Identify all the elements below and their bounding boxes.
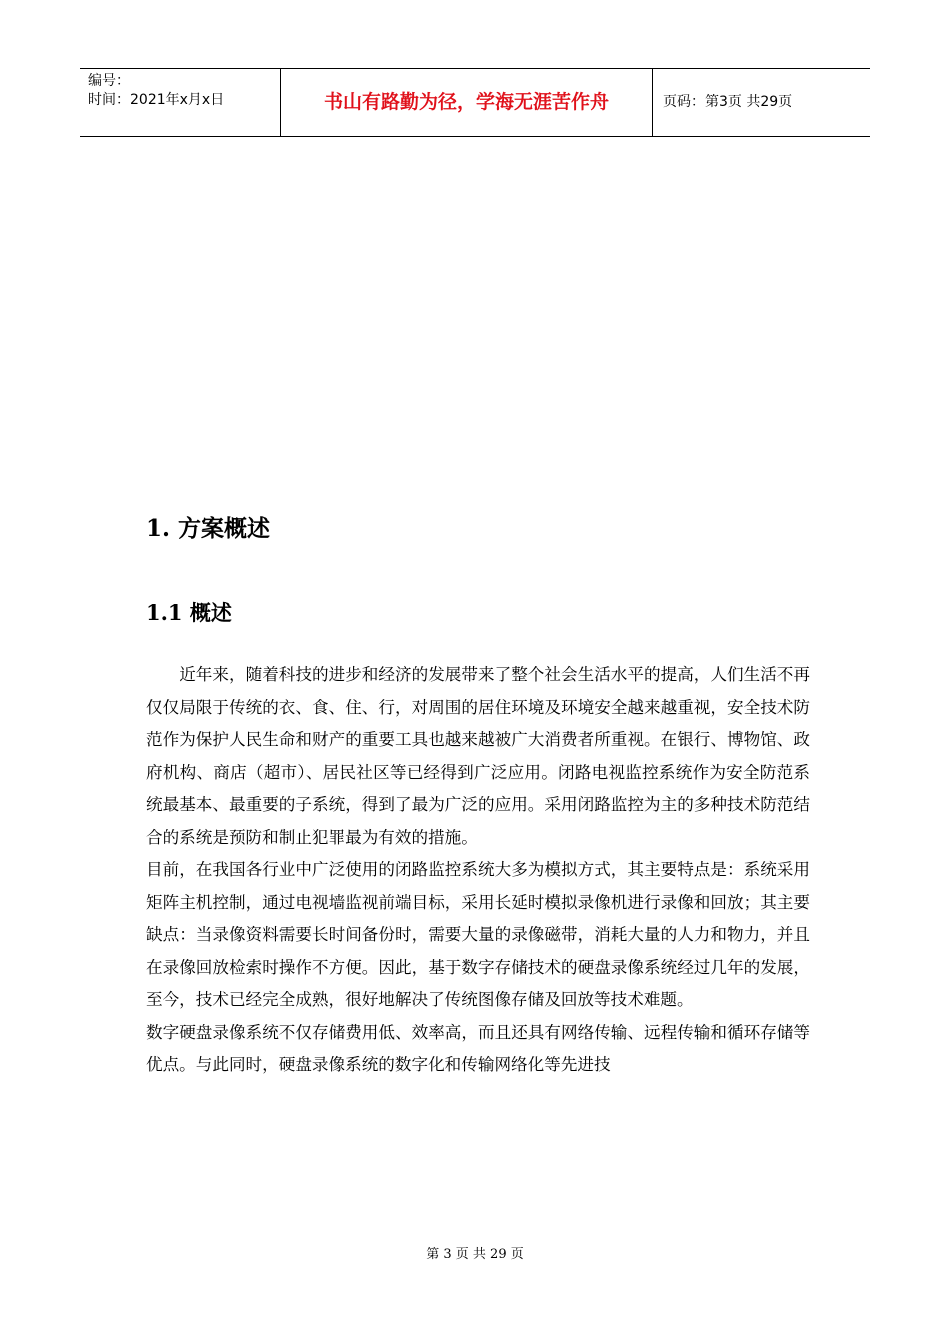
paragraph: 近年来，随着科技的进步和经济的发展带来了整个社会生活水平的提高，人们生活不再仅仅局限于传统的衣、食、住、行，对周围的居住环境及环境安全越来越重视，安全技术防范作为保护人民生命和财产的重要工具也越来越被广大消费者所重视。在银行、博物馆、政府机构、商店（超市）、居民社区等已经得到广泛应用。闭路电视监控系统作为安全防范系统最基本、最重要的子系统，得到了最为广泛的应用。采用闭路监控为主的多种技术防范结合的系统是预防和制止犯罪最为有效的措施。 [146, 665, 810, 847]
paragraph: 目前，在我国各行业中广泛使用的闭路监控系统大多为模拟方式，其主要特点是：系统采用矩阵主机控制，通过电视墙监视前端目标，采用长延时模拟录像机进行录像和回放；其主要缺点：当录像资料需要长时间备份时，需要大量的录像磁带，消耗大量的人力和物力，并且在录像回放检索时操作不方便。因此，基于数字存储技术的硬盘录像系统经过几年的发展，至今，技术已经完全成熟，很好地解决了传统图像存储及回放等技术难题。 [146, 860, 810, 1009]
page-footer: 第 3 页 共 29 页 [426, 1247, 524, 1262]
header-page-info: 页码：第3页 共29页 [663, 94, 793, 110]
paragraph: 数字硬盘录像系统不仅存储费用低、效率高，而且还具有网络传输、远程传输和循环存储等优点。与此同时，硬盘录像系统的数字化和传输网络化等先进技 [146, 1022, 810, 1074]
number-label: 编号： [88, 73, 130, 89]
body-text [146, 659, 810, 1082]
time-label: 时间：2021年x月x日 [88, 92, 225, 108]
header-meta [80, 69, 280, 136]
header-motto: 书山有路勤为径，学海无涯苦作舟 [323, 91, 609, 113]
subsection-heading: 1.1 概述 [146, 600, 232, 625]
section-heading: 1. 方案概述 [146, 515, 271, 542]
page-header [80, 68, 870, 137]
header-divider [652, 69, 653, 136]
